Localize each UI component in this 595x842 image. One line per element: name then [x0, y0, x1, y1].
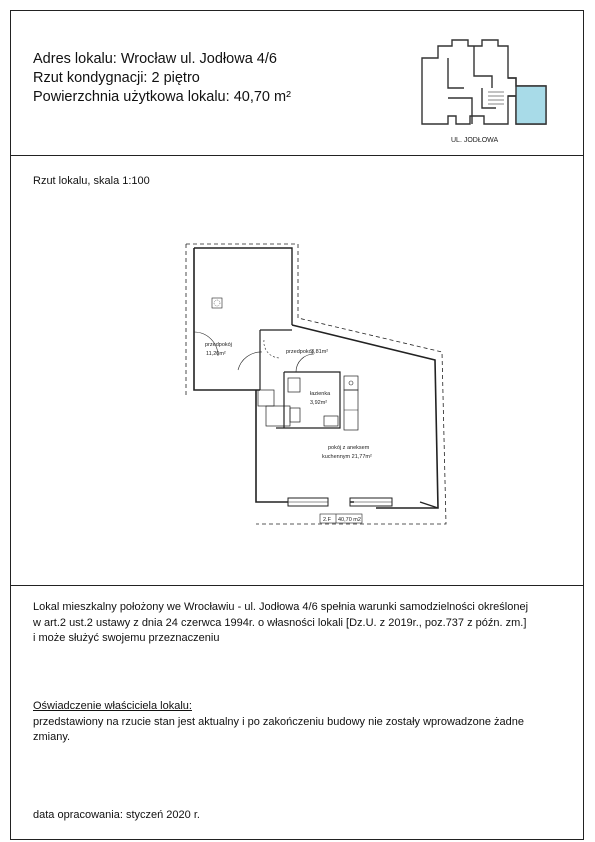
area-value: 40,70 m²	[233, 89, 291, 105]
address-label: Adres lokalu:	[33, 51, 117, 67]
statement-block	[33, 600, 573, 647]
stamp-floor: 2.F	[323, 517, 331, 523]
key-plan	[412, 36, 557, 144]
key-plan-street-label: UL. JODŁOWA	[451, 137, 499, 144]
statement-line-1: Lokal mieszkalny położony we Wrocławiu - ul. Jodłowa 4/6 spełnia warunki samodzielności określonej	[33, 601, 529, 613]
stamp-area: 40,70 m2	[338, 517, 361, 523]
floor-value: 2 piętro	[151, 70, 200, 86]
area-line	[33, 88, 291, 106]
hall1-area: 11,20m²	[206, 351, 226, 357]
statement-line-3: i może służyć swojemu przeznaczeniu	[33, 632, 220, 644]
bath-area: 3,92m²	[310, 400, 328, 406]
bath-name: łazienka	[310, 391, 331, 397]
living-area: kuchennym 21,77m²	[322, 454, 372, 460]
statement-line-2: w art.2 ust.2 ustawy z dnia 24 czerwca 1994r. o własności lokali [Dz.U. z 2019r., poz.737 z późn. zm.]	[33, 616, 527, 629]
header-divider	[10, 155, 584, 156]
owner-line-2: zmiany.	[33, 731, 71, 743]
key-plan-highlight	[516, 86, 546, 124]
plan-caption: Rzut lokalu, skala 1:100	[33, 175, 150, 187]
owner-heading: Oświadczenie właściciela lokalu:	[33, 700, 192, 712]
date-text: data opracowania: styczeń 2020 r.	[33, 809, 200, 821]
floor-label: Rzut kondygnacji:	[33, 70, 148, 86]
living-name: pokój z aneksem	[328, 445, 370, 451]
hall1-name: przedpokój	[205, 342, 232, 348]
floor-line	[33, 69, 200, 87]
hall2-name: przedpokój	[286, 349, 313, 355]
floor-plan	[180, 240, 450, 540]
owner-line-1: przedstawiony na rzucie stan jest aktualny i po zakończeniu budowy nie zostały wprowadzone żadne	[33, 715, 525, 728]
address-line	[33, 50, 277, 68]
area-label: Powierzchnia użytkowa lokalu:	[33, 89, 230, 105]
address-value: Wrocław ul. Jodłowa 4/6	[120, 51, 277, 67]
hall2-area: 3,81m²	[311, 349, 329, 355]
plan-divider	[10, 585, 584, 586]
owner-block	[33, 699, 573, 746]
